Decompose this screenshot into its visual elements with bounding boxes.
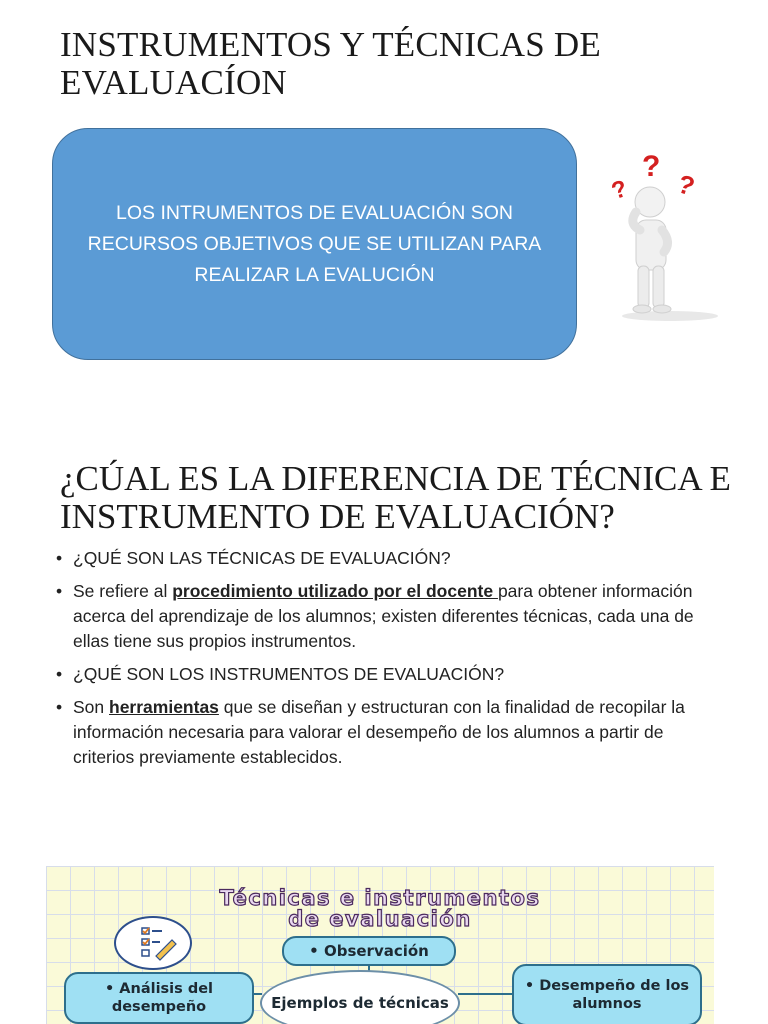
- bullet-marker: •: [56, 697, 63, 717]
- answer-instrumentos: Son herramientas que se diseñan y estructuran con la finalidad de recopilar la información necesaria para valorar el desempeño de los alumnos a partir de criterios previamente establecidos.: [73, 697, 685, 767]
- list-item: [56, 695, 716, 770]
- node-ejemplos-tecnicas: Ejemplos de técnicas: [260, 970, 460, 1024]
- svg-text:?: ?: [642, 150, 661, 183]
- bullet-marker: •: [56, 581, 63, 601]
- node-desempeno-alumnos: • Desempeño de los alumnos: [512, 964, 702, 1024]
- node-analisis-desempeno: • Análisis del desempeño: [64, 972, 254, 1024]
- emphasis-herramientas: herramientas: [109, 697, 219, 717]
- definition-text: LOS INTRUMENTOS DE EVALUACIÓN SON RECURSOS OBJETIVOS QUE SE UTILIZAN PARA REALIZAR LA EVALUCIÓN: [87, 201, 542, 286]
- node-observacion: • Observación: [282, 936, 456, 966]
- bullet-marker: •: [56, 548, 63, 568]
- svg-text:?: ?: [608, 174, 631, 206]
- list-item: [56, 579, 716, 654]
- definition-box: [52, 128, 577, 360]
- diagram-title: Técnicas e instrumentos de evaluación: [219, 886, 541, 931]
- svg-text:?: ?: [674, 168, 699, 202]
- thinking-person-icon: [598, 140, 744, 322]
- question-instrumentos: ¿QUÉ SON LOS INSTRUMENTOS DE EVALUACIÓN?: [73, 664, 505, 684]
- bullet-marker: •: [56, 664, 63, 684]
- emphasis-procedimiento: procedimiento utilizado por el docente: [172, 581, 498, 601]
- list-item: [56, 546, 716, 571]
- slide-title-diferencia: ¿CÚAL ES LA DIFERENCIA DE TÉCNICA E INSTRUMENTO DE EVALUACIÓN?: [60, 459, 731, 536]
- slide-title-instrumentos: INSTRUMENTOS Y TÉCNICAS DE EVALUACÍON: [60, 25, 601, 102]
- list-item: [56, 662, 716, 687]
- bullet-list: [56, 546, 716, 778]
- tecnicas-diagram: [46, 866, 714, 1024]
- question-tecnicas: ¿QUÉ SON LAS TÉCNICAS DE EVALUACIÓN?: [73, 548, 451, 568]
- answer-tecnicas: Se refiere al procedimiento utilizado por el docente para obtener información acerca del aprendizaje de los alumnos; existen diferentes técnicas, cada una de ellas tiene sus propios instrumentos.: [73, 581, 694, 651]
